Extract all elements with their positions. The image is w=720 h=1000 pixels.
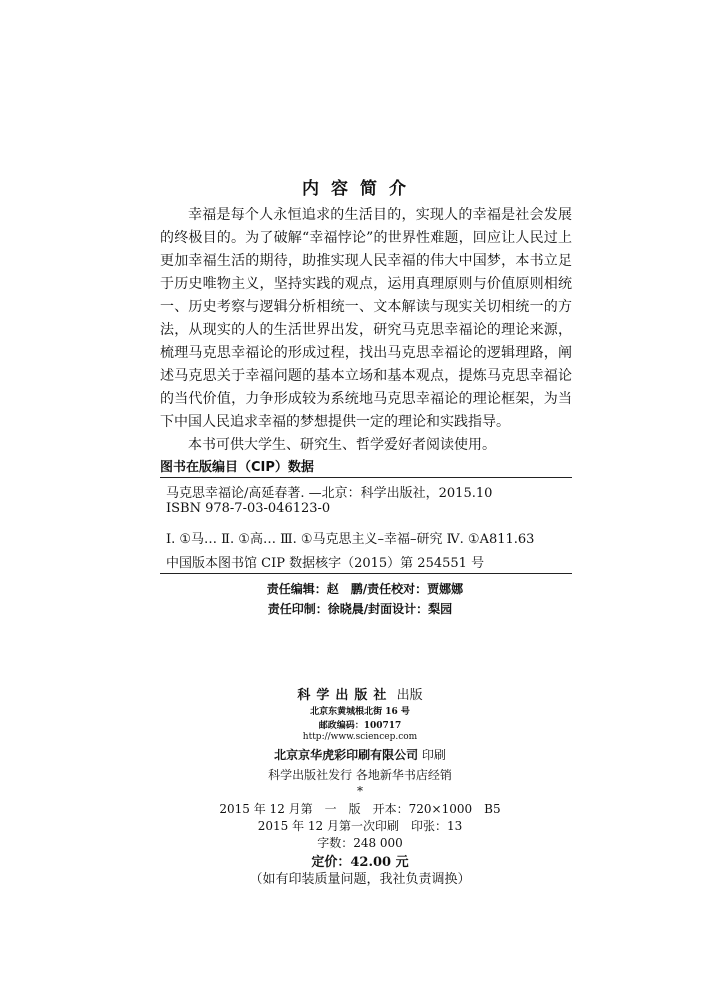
publisher-postcode: 邮政编码：100717 [318, 721, 402, 731]
printing-line: 2015 年 12 月第一次印刷 印张：13 [257, 819, 463, 833]
summary-title: 内容简介 [302, 179, 418, 199]
distribution-line: 科学出版社发行 各地新华书店经销 [268, 768, 452, 782]
cip-isbn: ISBN 978-7-03-046123-0 [166, 501, 331, 516]
cip-bibliographic-line: 马克思幸福论/高延春著. —北京：科学出版社，2015.10 [166, 486, 493, 501]
price: 定价：42.00 元 [311, 855, 409, 870]
summary-text [160, 204, 572, 457]
separator-mark: * [357, 784, 363, 798]
publisher-line [0, 684, 720, 703]
summary-paragraph: 幸福是每个人永恒追求的生活目的，实现人的幸福是社会发展的终极目的。为了破解“幸福悖论”的世界性难题，回应让人民过上更加幸福生活的期待，助推实现人民幸福的伟大中国梦，本书立足于历史唯物主义，坚持实践的观点，运用真理原则与价值原则相统一、历史考察与逻辑分析相统一、文本解读与现实关切相统一的方法，从现实的人的生活世界出发，研究马克思幸福论的理论来源，梳理马克思幸福论的形成过程，找出马克思幸福论的逻辑理路，阐述马克思关于幸福问题的基本立场和基本观点，提炼马克思幸福论的当代价值，力争形成较为系统地马克思幸福论的理论框架，为当下中国人民追求幸福的梦想提供一定的理论和实践指导。 [160, 207, 572, 430]
printer-name: 北京京华虎彩印刷有限公司 [274, 748, 419, 762]
publisher-logo: 科学出版社 [297, 688, 393, 703]
cip-top-rule [160, 477, 572, 478]
cip-bottom-rule [160, 573, 572, 574]
cip-classification: Ⅰ. ①马… Ⅱ. ①高… Ⅲ. ①马克思主义–幸福–研究 Ⅳ. ①A811.63 [166, 532, 535, 547]
cip-approval-number: 中国版本图书馆 CIP 数据核字（2015）第 254551 号 [166, 556, 485, 571]
printer-line [0, 746, 720, 763]
printer-suffix: 印刷 [421, 748, 446, 762]
publisher-website: http://www.sciencep.com [302, 732, 418, 742]
editor-credits: 责任编辑：赵 鹏/责任校对：贾娜娜 [266, 582, 464, 596]
publisher-address: 北京东黄城根北街 16 号 [310, 707, 410, 717]
cip-heading: 图书在版编目（CIP）数据 [160, 460, 314, 475]
word-count: 字数：248 000 [317, 836, 403, 850]
production-credits: 责任印制：徐晓晨/封面设计：梨园 [267, 602, 453, 616]
quality-note: （如有印装质量问题，我社负责调换） [249, 872, 471, 887]
summary-paragraph: 本书可供大学生、研究生、哲学爱好者阅读使用。 [188, 437, 496, 453]
publisher-suffix: 出版 [396, 688, 423, 703]
edition-line: 2015 年 12 月第 一 版 开本：720×1000 B5 [219, 802, 501, 816]
